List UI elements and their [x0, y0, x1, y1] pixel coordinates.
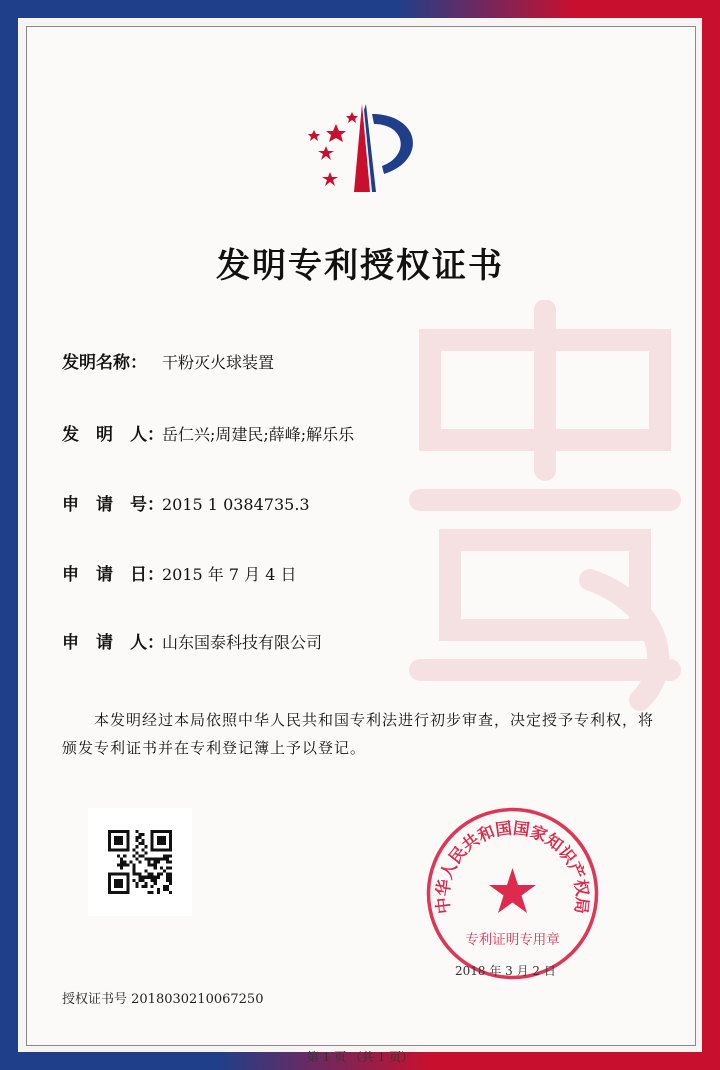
seal-bottom-text: 专利证明专用章 — [465, 932, 560, 948]
invention-name-row — [62, 348, 274, 373]
official-seal — [425, 806, 600, 981]
seal-ring-text: 中华人民共和国国家知识产权局 — [433, 818, 592, 915]
application-number-value: 2015 1 0384735.3 — [162, 495, 310, 514]
applicant-label: 申 请 人： — [62, 633, 164, 653]
left-blue-band — [0, 0, 18, 1070]
seal-star-icon — [489, 868, 536, 913]
right-red-band — [702, 0, 720, 1070]
application-date-label: 申 请 日： — [62, 565, 164, 585]
top-band — [0, 0, 720, 18]
application-number-label: 申 请 号： — [62, 495, 164, 515]
inventor-row — [62, 420, 354, 445]
inventor-value: 岳仁兴;周建民;薛峰;解乐乐 — [162, 425, 355, 444]
patent-office-emblem-icon — [300, 100, 430, 200]
application-number-row — [62, 490, 310, 515]
applicant-row — [62, 628, 322, 653]
qr-code-icon[interactable] — [108, 830, 172, 894]
background-watermark — [390, 300, 700, 720]
application-date-value: 2015 年 7 月 4 日 — [162, 565, 297, 584]
seal-date: 2018 年 3 月 2 日 — [455, 964, 556, 978]
inventor-label: 发 明 人： — [62, 425, 164, 445]
applicant-value: 山东国泰科技有限公司 — [162, 633, 323, 652]
grant-statement: 本发明经过本局依照中华人民共和国专利法进行初步审查，决定授予专利权，将颁发专利证书并在专利登记簿上予以登记。 — [62, 711, 655, 757]
invention-name-value: 干粉灭火球装置 — [162, 353, 275, 372]
page-number: 第 1 页 （共 1 页） — [306, 1050, 414, 1064]
page-title: 发明专利授权证书 — [216, 246, 504, 286]
certificate-number: 授权证书号 2018030210067250 — [62, 992, 264, 1007]
application-date-row — [62, 560, 297, 585]
invention-name-label: 发明名称： — [62, 353, 147, 373]
